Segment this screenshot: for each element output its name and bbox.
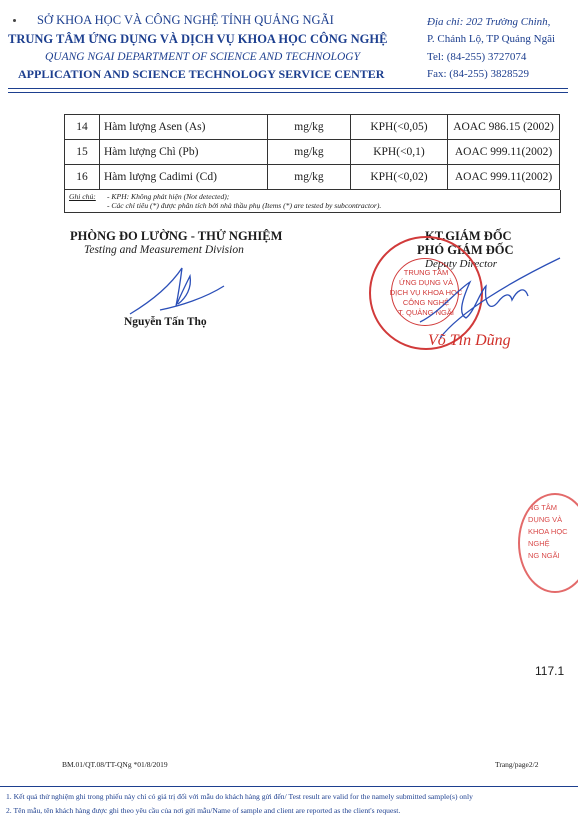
table-row (65, 165, 560, 190)
stamp-line: CÔNG NGHỆ (402, 298, 450, 307)
table-row (65, 140, 560, 165)
scan-artifact (13, 19, 16, 22)
left-signature (120, 262, 230, 322)
row-number: 16 (65, 165, 100, 190)
director-title: KT.GIÁM ĐỐC (425, 229, 512, 243)
result: KPH(<0,05) (351, 115, 448, 140)
footer-note-1: 1. Kết quả thử nghiệm ghi trong phiếu này chỉ có giá trị đối với mẫu do khách hàng gửi đến/ Test result are valid for the namely submitted sample(s) only (6, 792, 473, 801)
test-method: AOAC 999.11(2002) (448, 165, 560, 190)
table-row (65, 115, 560, 140)
analyte-name: Hàm lượng Cadimi (Cd) (100, 165, 268, 190)
results-table (64, 114, 560, 190)
header-divider-secondary (8, 92, 568, 93)
unit: mg/kg (268, 140, 351, 165)
header-address: Địa chỉ: 202 Trường Chinh, (427, 16, 551, 28)
note-label: Ghi chú: (69, 192, 96, 201)
note-subcontractor: - Các chỉ tiêu (*) được phân tích bởi nhà thầu phụ (Items (*) are tested by subcontractor). (107, 201, 382, 210)
header-center-name-en: APPLICATION AND SCIENCE TECHNOLOGY SERVICE CENTER (18, 67, 385, 81)
header-department: SỞ KHOA HỌC VÀ CÔNG NGHỆ TỈNH QUẢNG NGÃI (37, 13, 334, 27)
page-number-annotation: 117.1 (535, 664, 565, 678)
footer-divider (0, 786, 578, 787)
table-notes (64, 190, 561, 213)
form-code: BM.01/QT.08/TT-QNg *01/8/2019 (62, 760, 168, 769)
header-fax: Fax: (84-255) 3828529 (427, 68, 530, 80)
partial-seal-line: NG NGÃI (528, 551, 560, 560)
unit: mg/kg (268, 115, 351, 140)
stamp-line: ỨNG DỤNG VÀ (399, 278, 453, 287)
test-method: AOAC 986.15 (2002) (448, 115, 560, 140)
partial-seal-line: NG TÂM (528, 503, 558, 512)
testing-division-title: PHÒNG ĐO LƯỜNG - THỬ NGHIỆM (70, 229, 283, 243)
row-number: 14 (65, 115, 100, 140)
header-department-en: QUANG NGAI DEPARTMENT OF SCIENCE AND TECHNOLOGY (45, 51, 361, 63)
stamp-line: T. QUẢNG NGÃI (398, 308, 454, 317)
deputy-director-title: PHÓ GIÁM ĐỐC (417, 243, 514, 257)
unit: mg/kg (268, 165, 351, 190)
partial-seal-line: KHOA HỌC (528, 527, 568, 536)
stamp-line: DỊCH VỤ KHOA HỌC (389, 288, 463, 297)
right-signature (400, 252, 565, 342)
header-address-line2: P. Chánh Lộ, TP Quảng Ngãi (427, 33, 556, 45)
footer-note-2: 2. Tên mẫu, tên khách hàng được ghi theo yêu cầu của nơi gửi mẫu/Name of sample and client are reported as the client's request. (6, 806, 401, 815)
test-method: AOAC 999.11(2002) (448, 140, 560, 165)
left-signer-name: Nguyễn Tấn Thọ (124, 316, 207, 328)
header-center-name: TRUNG TÂM ỨNG DỤNG VÀ DỊCH VỤ KHOA HỌC CÔNG NGHỆ (8, 32, 388, 46)
page-reference: Trang/page2/2 (495, 760, 539, 769)
result: KPH(<0,1) (351, 140, 448, 165)
header-divider (8, 88, 568, 89)
analyte-name: Hàm lượng Chì (Pb) (100, 140, 268, 165)
note-kph: - KPH: Không phát hiện (Not detected); (107, 192, 230, 201)
analyte-name: Hàm lượng Asen (As) (100, 115, 268, 140)
partial-seal-line: NGHỆ (528, 539, 550, 548)
deputy-director-title-en: Deputy Director (425, 258, 497, 270)
header-tel: Tel: (84-255) 3727074 (427, 51, 527, 63)
partial-seal (518, 493, 578, 593)
row-number: 15 (65, 140, 100, 165)
stamp-line: TRUNG TÂM (403, 268, 449, 277)
right-signer-name: Võ Tín Dũng (428, 332, 511, 349)
result: KPH(<0,02) (351, 165, 448, 190)
partial-seal-line: DỤNG VÀ (528, 515, 563, 524)
testing-division-title-en: Testing and Measurement Division (84, 244, 244, 256)
